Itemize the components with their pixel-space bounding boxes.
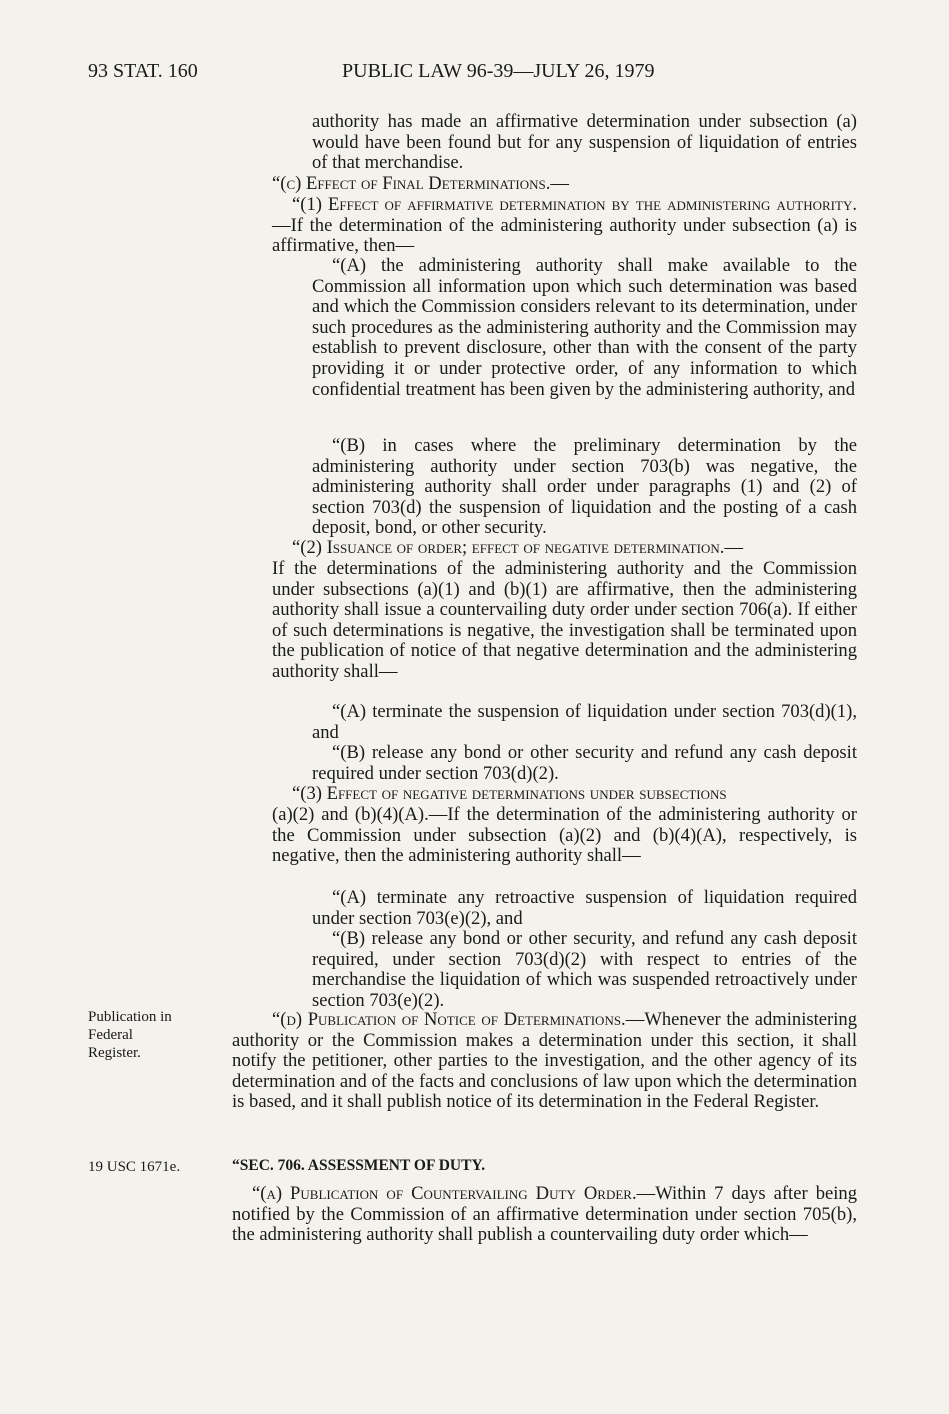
margin-note-usc: 19 USC 1671e. xyxy=(88,1159,181,1175)
page-header xyxy=(88,60,858,86)
subsection-a: “(a) Publication of Countervailing Duty Order.—Within 7 days after being notified by the Commission of an affirmative determination under section 705(b), the administering authority shall publish a countervailing duty order which— xyxy=(232,1183,858,1246)
law-title: PUBLIC LAW 96-39—JULY 26, 1979 xyxy=(342,60,655,82)
paragraph-c3-body: (a)(2) and (b)(4)(A).—If the determination of the administering authority or the Commission under subsection (a)(2) and (b)(4)(A), respectively, is negative, then the administering authority shall— xyxy=(272,804,857,867)
paragraph-c3-heading: “(3) Effect of negative determinations under subsections xyxy=(292,783,727,804)
subsection-c-heading: “(c) Effect of Final Determinations.— xyxy=(272,173,569,194)
paragraph-c1-B: “(B) in cases where the preliminary determination by the administering authority under section 703(b) was negative, the administering authority shall order under paragraphs (1) and (2) of section 703(d) the suspension of liquidation and the posting of a cash deposit, bond, or other security. xyxy=(312,435,857,539)
stat-citation: 93 STAT. 160 xyxy=(88,60,198,82)
section-706-heading: “SEC. 706. ASSESSMENT OF DUTY. xyxy=(232,1157,486,1174)
subsection-d: “(d) Publication of Notice of Determinations.—Whenever the administering authority or the Commission makes a determination under this section, it shall notify the petitioner, other parties to the investigation, and the other agency of its determination and of the facts and conclusions of law upon which the determination is based, and it shall publish notice of its determination in the Federal Register. xyxy=(232,1009,858,1113)
paragraph-c2-body: If the determinations of the administering authority and the Commission under subsections (a)(1) and (b)(1) are affirmative, then the administering authority shall issue a countervailing duty order under section 706(a). If either of such determinations is negative, the investigation shall be terminated upon the publication of notice of that negative determination and the administering authority shall— xyxy=(272,558,857,682)
paragraph-c2-heading: “(2) Issuance of order; effect of negative determination.— xyxy=(292,537,743,558)
paragraph-c1: “(1) Effect of affirmative determination by the administering authority.—If the determination of the administering authority under subsection (a) is affirmative, then— xyxy=(272,194,857,257)
para-continuation: authority has made an affirmative determination under subsection (a) would have been found but for any suspension of liquidation of entries of that merchandise. xyxy=(312,111,857,174)
paragraph-c3-A: “(A) terminate any retroactive suspension of liquidation required under section 703(e)(2), and xyxy=(312,887,857,929)
margin-note-publication: Publication in Federal Register. xyxy=(88,1009,172,1061)
paragraph-c2-A: “(A) terminate the suspension of liquidation under section 703(d)(1), and xyxy=(312,701,857,743)
paragraph-c1-A: “(A) the administering authority shall make available to the Commission all information upon which such determination was based and which the Commission considers relevant to its determination, under such procedures as the administering authority and the Commission may establish to prevent disclosure, other than with the consent of the party providing it or under protective order, of any information to which confidential treatment has been given by the administering authority, and xyxy=(312,255,857,400)
paragraph-c3-B: “(B) release any bond or other security, and refund any cash deposit required, under section 703(d)(2) with respect to entries of the merchandise the liquidation of which was suspended retroactively under section 703(e)(2). xyxy=(312,928,857,1011)
paragraph-c2-B: “(B) release any bond or other security and refund any cash deposit required under section 703(d)(2). xyxy=(312,742,857,784)
